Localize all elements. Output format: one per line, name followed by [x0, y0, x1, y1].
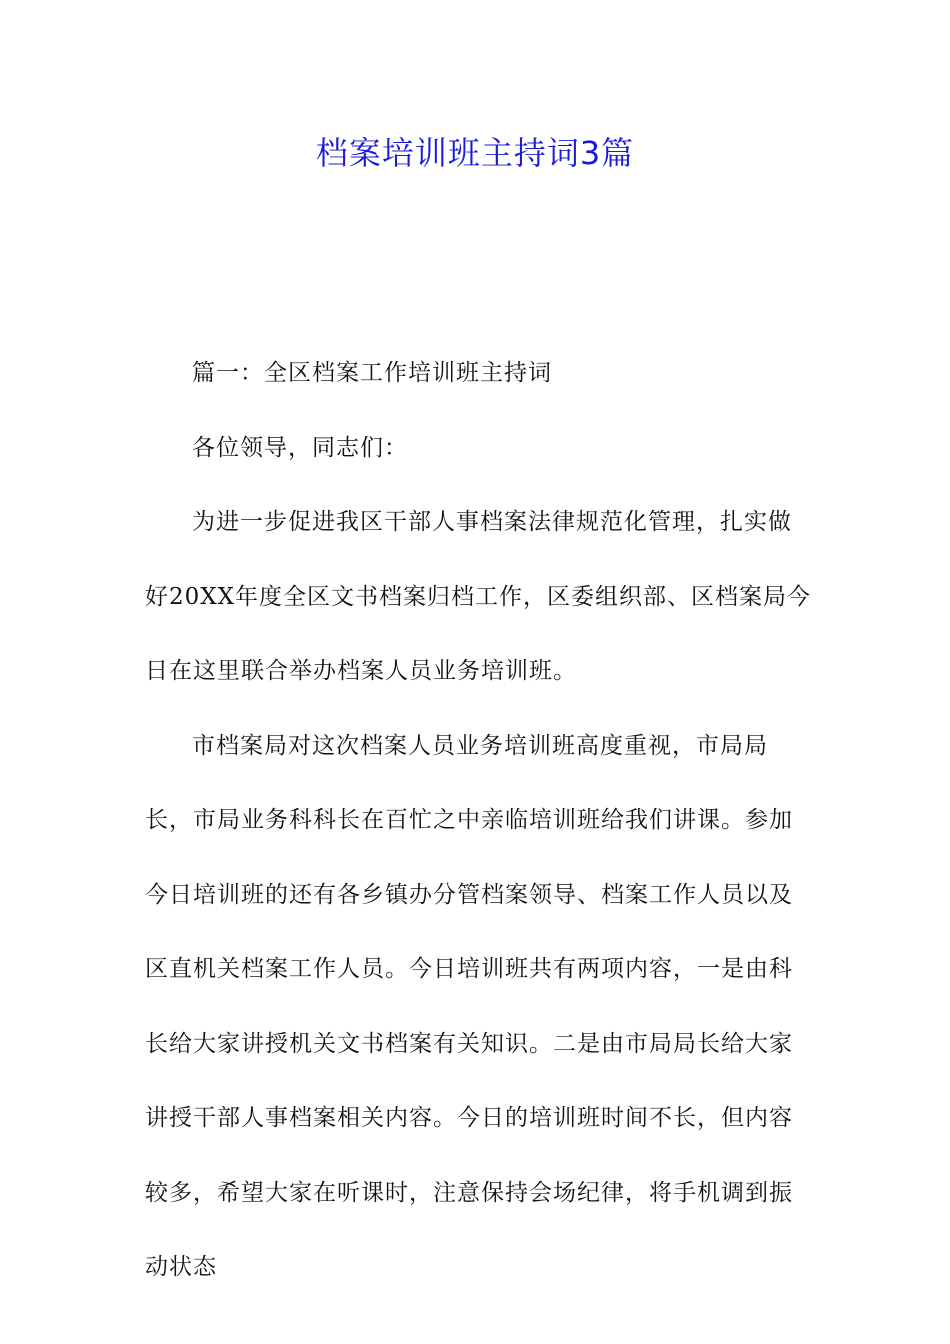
document-body: [145, 336, 815, 1305]
paragraph-1: 为进一步促进我区干部人事档案法律规范化管理，扎实做好20XX年度全区文书档案归档工作，区委组织部、区档案局今日在这里联合举办档案人员业务培训班。: [145, 509, 812, 684]
section-heading: 篇一：全区档案工作培训班主持词: [192, 360, 552, 386]
document-title: 档案培训班主持词3篇: [315, 134, 635, 172]
salutation: 各位领导，同志们：: [192, 434, 408, 461]
paragraph-2: 市档案局对这次档案人员业务培训班高度重视，市局局长，市局业务科科长在百忙之中亲临培训班给我们讲课。参加今日培训班的还有各乡镇办分管档案领导、档案工作人员以及区直机关档案工作人员。今日培训班共有两项内容，一是由科长给大家讲授机关文书档案有关知识。二是由市局局长给大家讲授干部人事档案相关内容。今日的培训班时间不长，但内容较多，希望大家在听课时，注意保持会场纪律，将手机调到振动状态: [145, 732, 793, 1280]
